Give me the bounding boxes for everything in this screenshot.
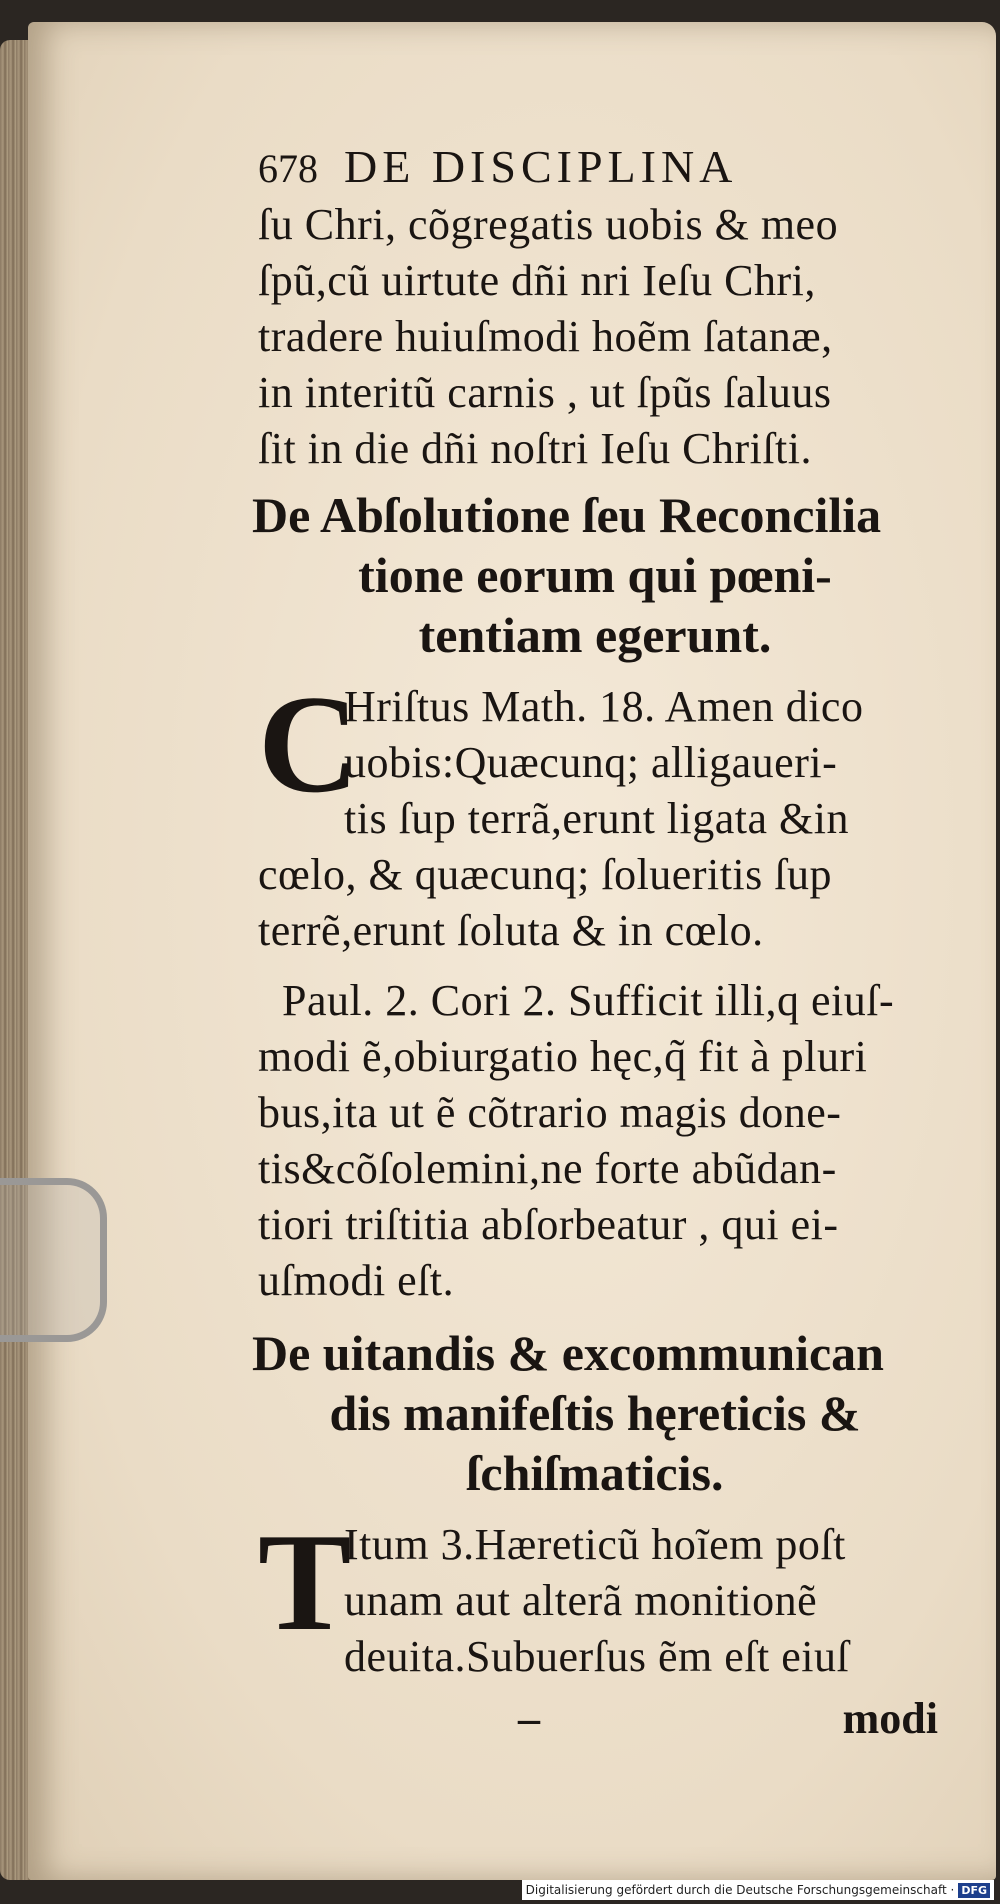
dfg-logo: DFG (958, 1883, 990, 1898)
digitization-credit (522, 1880, 994, 1900)
text-line: tis ſup terrã,erunt ligata &in (344, 794, 849, 843)
heading-line: tentiam egerunt. (418, 607, 772, 663)
catchword-dash: – (518, 1694, 540, 1743)
text-line: tradere huiuſmodi hoẽm ſatanæ, (258, 312, 833, 361)
paragraph-christus (258, 667, 938, 959)
book-clasp (0, 1178, 107, 1342)
paragraph-paul (258, 973, 938, 1309)
page-text (252, 140, 938, 1747)
running-title: DE DISCIPLINA (344, 141, 738, 192)
paragraph-titum (258, 1505, 938, 1685)
section-heading-heretics (252, 1323, 938, 1503)
text-line: Hriſtus Math. 18. Amen dico (344, 682, 864, 731)
heading-line: dis manifeſtis hęreticis & (329, 1385, 861, 1441)
section-heading-absolution (252, 485, 938, 665)
text-line: terrẽ,erunt ſoluta & in cœlo. (258, 906, 764, 955)
text-line: Itum 3.Hæreticũ hoĩem poſt (344, 1520, 846, 1569)
text-line: modi ẽ,obiurgatio hęc,q̃ fit à pluri (258, 1032, 868, 1081)
heading-line: ſchiſmaticis. (466, 1445, 724, 1501)
heading-line: tione eorum qui pœni- (358, 547, 832, 603)
heading-line: De Abſolutione ſeu Reconcilia (252, 487, 882, 543)
text-line: ſpũ,cũ uirtute dñi nri Ieſu Chri, (258, 256, 816, 305)
page-number: 678 (258, 146, 318, 191)
text-line: deuita.Subuerſus ẽm eſt eiuſ (344, 1632, 850, 1681)
text-line: unam aut alterã monitionẽ (344, 1576, 818, 1625)
drop-cap: C (258, 667, 360, 822)
text-line: ſit in die dñi noſtri Ieſu Chriſti. (258, 424, 813, 473)
text-line: cœlo, & quæcunq; ſolueritis ſup (258, 850, 833, 899)
credit-text: Digitalisierung gefördert durch die Deutsche Forschungsgemeinschaft · (525, 1883, 955, 1897)
text-line: Paul. 2. Cori 2. Sufficit illi,q eiuſ- (282, 976, 895, 1025)
catchword: modi (842, 1694, 938, 1743)
text-line: in interitũ carnis , ut ſpũs ſaluus (258, 368, 832, 417)
text-line: uobis:Quæcunq; alligaueri- (344, 738, 838, 787)
text-line: ſu Chri, cõgregatis uobis & meo (258, 200, 839, 249)
heading-line: De uitandis & excommunican (252, 1325, 884, 1381)
text-line: tis&cõſolemini,ne forte abũdan- (258, 1144, 837, 1193)
catchword-row (258, 1691, 938, 1747)
intro-lines (258, 197, 938, 477)
text-line: uſmodi eſt. (258, 1256, 455, 1305)
running-head (258, 140, 938, 193)
text-line: tiori triſtitia abſorbeatur , qui ei- (258, 1200, 839, 1249)
text-line: bus,ita ut ẽ cõtrario magis done- (258, 1088, 842, 1137)
drop-cap: T (258, 1505, 352, 1660)
